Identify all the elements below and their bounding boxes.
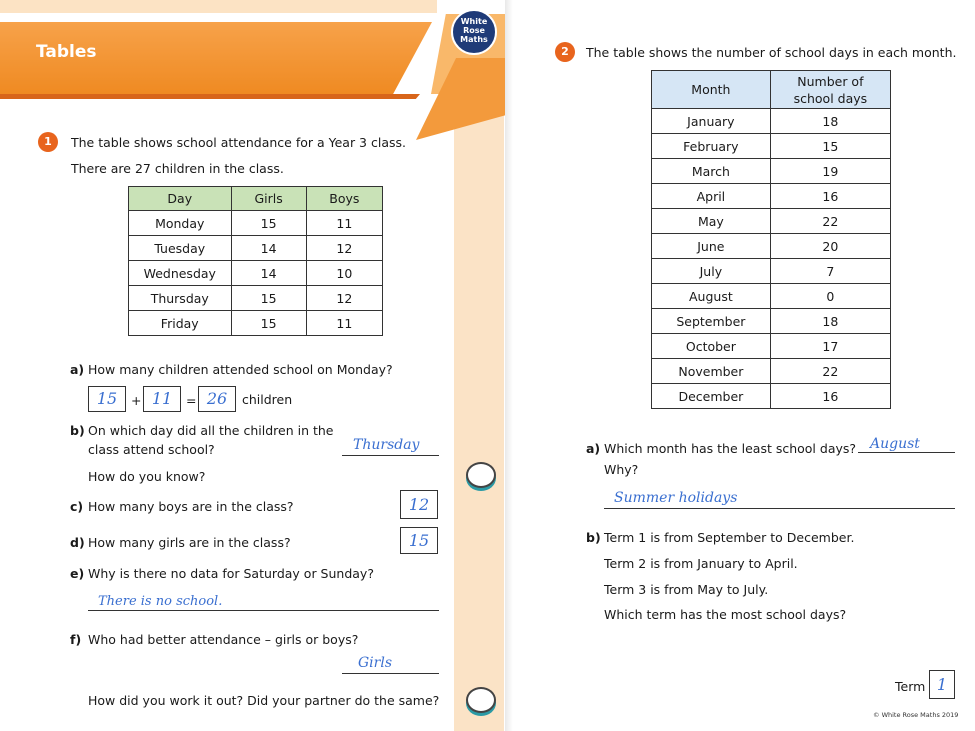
table-cell: 15	[770, 134, 890, 159]
column-header-day: Day	[129, 187, 232, 211]
title-banner-shadow	[0, 94, 420, 99]
table-cell: 0	[770, 284, 890, 309]
equals-sign: =	[186, 393, 197, 408]
q2a-label: a)	[586, 441, 601, 456]
table-cell: 22	[770, 209, 890, 234]
table-cell: October	[652, 334, 771, 359]
table-cell: 15	[231, 286, 306, 311]
table-row	[129, 286, 383, 311]
q2b-term-3: Term 3 is from May to July.	[604, 582, 769, 597]
q2b-label: b)	[586, 530, 601, 545]
table-cell: 14	[231, 261, 306, 286]
q1b-answer-line[interactable]	[342, 455, 439, 456]
page-title: Tables	[36, 42, 97, 62]
q2b-question: Which term has the most school days?	[604, 607, 847, 622]
table-cell: September	[652, 309, 771, 334]
table-cell: March	[652, 159, 771, 184]
table-cell: Wednesday	[129, 261, 232, 286]
girls-total-answer-box[interactable]: 15	[400, 527, 438, 554]
q1-intro-line-1: The table shows school attendance for a Year 3 class.	[71, 135, 406, 150]
q2a-why-answer: Summer holidays	[614, 490, 738, 506]
table-row	[652, 259, 891, 284]
table-row	[652, 134, 891, 159]
side-strip	[454, 95, 504, 731]
q1f-label: f)	[70, 632, 82, 647]
column-header-school-days: Number of school days	[770, 71, 890, 109]
header-band	[0, 0, 437, 13]
table-cell: 10	[306, 261, 382, 286]
table-cell: 17	[770, 334, 890, 359]
table-cell: Friday	[129, 311, 232, 336]
term-answer-box[interactable]: 1	[929, 670, 955, 699]
table-cell: June	[652, 234, 771, 259]
girls-answer-box[interactable]: 15	[88, 386, 126, 412]
q1b-question-line-1: On which day did all the children in the	[88, 423, 334, 438]
school-days-table	[651, 70, 891, 409]
q1c-question: How many boys are in the class?	[88, 499, 294, 514]
table-row	[652, 184, 891, 209]
children-unit: children	[242, 392, 293, 407]
q1a-question: How many children attended school on Monday?	[88, 362, 393, 377]
table-cell: 16	[770, 384, 890, 409]
q1d-question: How many girls are in the class?	[88, 535, 291, 550]
q1f-answer: Girls	[358, 655, 393, 671]
table-row	[129, 211, 383, 236]
table-header-row	[652, 71, 891, 109]
table-cell: August	[652, 284, 771, 309]
table-row	[652, 109, 891, 134]
q1e-label: e)	[70, 566, 85, 581]
table-cell: 15	[231, 211, 306, 236]
table-row	[652, 384, 891, 409]
page-gutter	[505, 0, 513, 731]
boys-answer-box[interactable]: 11	[143, 386, 181, 412]
table-cell: 20	[770, 234, 890, 259]
q1d-label: d)	[70, 535, 85, 550]
q2-intro: The table shows the number of school days in each month.	[586, 45, 957, 60]
table-cell: May	[652, 209, 771, 234]
table-row	[129, 236, 383, 261]
discussion-bubble-icon	[466, 462, 496, 488]
boys-total-answer-box[interactable]: 12	[400, 490, 438, 519]
table-cell: Tuesday	[129, 236, 232, 261]
table-cell: 18	[770, 309, 890, 334]
table-cell: January	[652, 109, 771, 134]
q1b-label: b)	[70, 423, 85, 438]
column-header-month: Month	[652, 71, 771, 109]
q1b-question-line-2: class attend school?	[88, 442, 215, 457]
q2a-why: Why?	[604, 462, 639, 477]
q1e-answer-line[interactable]	[88, 610, 439, 611]
question-2-number: 2	[555, 42, 575, 62]
table-cell: February	[652, 134, 771, 159]
q1f-followup: How did you work it out? Did your partner do the same?	[88, 693, 440, 708]
q1b-answer: Thursday	[353, 437, 420, 453]
white-rose-maths-logo: White Rose Maths	[451, 9, 497, 55]
table-row	[129, 311, 383, 336]
q1f-answer-line[interactable]	[342, 673, 439, 674]
table-cell: 12	[306, 286, 382, 311]
table-cell: April	[652, 184, 771, 209]
q2a-answer: August	[870, 436, 920, 452]
total-answer-box[interactable]: 26	[198, 386, 236, 412]
q1a-label: a)	[70, 362, 85, 377]
q1-intro-line-2: There are 27 children in the class.	[71, 161, 284, 176]
q1b-followup: How do you know?	[88, 469, 206, 484]
table-cell: 14	[231, 236, 306, 261]
table-row	[129, 261, 383, 286]
table-cell: 16	[770, 184, 890, 209]
attendance-table	[128, 186, 383, 336]
discussion-bubble-icon	[466, 687, 496, 713]
q2b-term-1: Term 1 is from September to December.	[604, 530, 855, 545]
q1f-question: Who had better attendance – girls or boys?	[88, 632, 359, 647]
table-row	[652, 359, 891, 384]
q2a-question: Which month has the least school days?	[604, 441, 857, 456]
table-cell: December	[652, 384, 771, 409]
table-cell: 15	[231, 311, 306, 336]
q1e-answer: There is no school.	[98, 594, 223, 609]
q2a-answer-line[interactable]	[858, 452, 955, 453]
table-row	[652, 309, 891, 334]
table-cell: 19	[770, 159, 890, 184]
q2a-why-answer-line[interactable]	[604, 508, 955, 509]
q1c-label: c)	[70, 499, 84, 514]
table-row	[652, 209, 891, 234]
copyright-notice: © White Rose Maths 2019	[873, 711, 959, 719]
table-cell: July	[652, 259, 771, 284]
question-1-number: 1	[38, 132, 58, 152]
table-row	[652, 159, 891, 184]
table-cell: 11	[306, 211, 382, 236]
table-cell: 7	[770, 259, 890, 284]
table-header-row	[129, 187, 383, 211]
q1e-question: Why is there no data for Saturday or Sunday?	[88, 566, 374, 581]
table-row	[652, 334, 891, 359]
table-row	[652, 284, 891, 309]
table-row	[652, 234, 891, 259]
table-cell: 22	[770, 359, 890, 384]
table-cell: 11	[306, 311, 382, 336]
plus-sign: +	[131, 393, 142, 408]
table-cell: 18	[770, 109, 890, 134]
term-label: Term	[895, 679, 926, 694]
table-cell: Monday	[129, 211, 232, 236]
q2b-term-2: Term 2 is from January to April.	[604, 556, 798, 571]
column-header-boys: Boys	[306, 187, 382, 211]
table-cell: 12	[306, 236, 382, 261]
table-cell: November	[652, 359, 771, 384]
table-cell: Thursday	[129, 286, 232, 311]
column-header-girls: Girls	[231, 187, 306, 211]
